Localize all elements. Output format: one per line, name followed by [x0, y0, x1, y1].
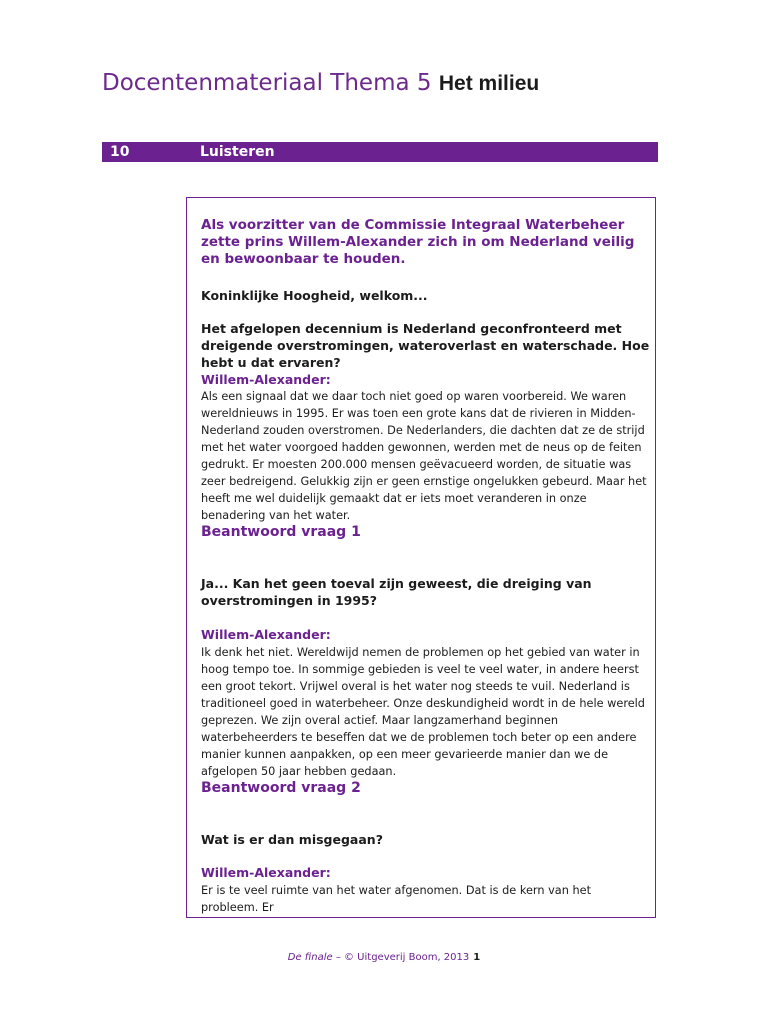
title-sub: Het milieu: [438, 72, 540, 95]
answer-1: Als een signaal dat we daar toch niet goed op waren voorbereid. We waren wereldnieuws in 1995. Er was toen een grote kans dat de rivieren in Midden-Nederland zouden overstromen. De Nederlanders, die dachten dat ze de strijd met het water voorgoed hadden gewonnen, werden met de neus op de feiten gedrukt. Er moesten 200.000 mensen geëvacueerd worden, de situatie was zeer bedreigend. Gelukkig zijn er geen ernstige ongelukken gebeurd. Maar het heeft me wel duidelijk gemaakt dat er iets moet veranderen in onze benadering van het water.: [201, 390, 647, 522]
speaker-label-1: Willem-Alexander:: [201, 372, 331, 387]
answer-2: Ik denk het niet. Wereldwijd nemen de problemen op het gebied van water in hoog tempo toe. In sommige gebieden is veel te veel water, in andere heerst een groot tekort. Vrijwel overal is het water nog steeds te vuil. Nederland is traditioneel goed in waterbeheer. Onze deskundigheid wordt in de hele wereld geprezen. We zijn overal actief. Maar langzamerhand beginnen waterbeheerders te beseffen dat we de problemen toch beter op een andere manier kunnen aanpakken, op een meer gevarieerde manier dan we de afgelopen 50 jaar hebben gedaan.: [201, 646, 645, 778]
assignment-1: Beantwoord vraag 1: [201, 524, 361, 540]
intro-text: Als voorzitter van de Commissie Integraal Waterbeheer zette prins Willem-Alexander zich in om Nederland veilig en bewoonbaar te houden.: [201, 217, 635, 267]
footer-publisher: – © Uitgeverij Boom, 2013: [332, 952, 470, 963]
section-bar: [102, 142, 658, 162]
listening-text-box: [186, 197, 656, 918]
section-number: 10: [110, 144, 130, 160]
page-title: [102, 70, 539, 96]
question-1: Het afgelopen decennium is Nederland geconfronteerd met dreigende overstromingen, wateroverlast en waterschade. Hoe hebt u dat ervaren?: [201, 321, 650, 370]
greeting-text: Koninklijke Hoogheid, welkom...: [201, 288, 428, 303]
footer-book-title: De finale: [287, 952, 333, 963]
question-2: Ja... Kan het geen toeval zijn geweest, die dreiging van overstromingen in 1995?: [201, 576, 592, 608]
assignment-2: Beantwoord vraag 2: [201, 780, 361, 796]
page-number: 1: [473, 952, 481, 963]
title-main: Docentenmateriaal Thema 5: [102, 70, 432, 96]
speaker-label-2: Willem-Alexander:: [201, 627, 331, 642]
section-label: Luisteren: [200, 144, 275, 160]
speaker-label-3: Willem-Alexander:: [201, 865, 331, 880]
question-3: Wat is er dan misgegaan?: [201, 832, 383, 847]
page-footer: [0, 952, 768, 963]
answer-3: Er is te veel ruimte van het water afgenomen. Dat is de kern van het probleem. Er: [201, 884, 592, 914]
